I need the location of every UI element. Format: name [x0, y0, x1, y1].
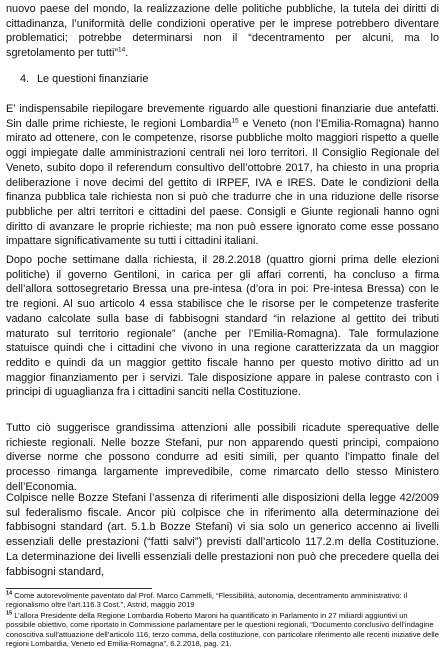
footnote-15: $^{15}$ L’allora Presidente della Regione Lombardia Roberto Maroni ha quantificato in Parlamento in 27 miliardi aggiuntivi un possibile obiettivo, come riportato in Commissione parlamentare per le questioni regionali, “Documento conclusivo dell’indagine conoscitiva sull’attuazione dell’articolo 116, terzo comma, della costituzione, con particolare riferimento alle recenti iniziative delle regioni Lombardia, Veneto ed Emilia-Romagna”, 6.2.2018, pag. 21.	[6, 610, 439, 648]
footnote-14: $^{14}$ Come autorevolmente paventato dal Prof. Marco Cammelli, “Flessibilità, autonomia, decentramento amministrativo: il regionalismo oltre l’art.116.3 Cost.”, Astrid, maggio 2019	[6, 590, 408, 610]
paragraph-bozze-stefani: Tutto ciò suggerisce grandissima attenzioni alle possibili ricadute sperequative delle richieste regionali. Nelle bozze Stefani, pur non apparendo questi principi, compaiono diverse norme che possono condurre ad esiti simili, per quanto l’impatto finale del processo rimanga largamente imprevedibile, come rimarcato dello stesso Ministero dell’Economia.	[6, 422, 439, 493]
paragraph-federalismo: Colpisce nelle Bozze Stefani l’assenza di riferimenti alle disposizioni della legge 42/2009 sul federalismo fiscale. Ancor più colpisce che in riferimento alla determinazione dei fabbisogni standard (art. 5.1.b Bozze Stefani) vi sia solo un generico accenno ai livelli essenziali delle prestazioni (“fatti salvi”) previsti dall’articolo 117.2.m della Costituzione. La determinazione dei livelli essenziali delle prestazioni non può che precedere quella dei fabbisogni standard,	[6, 492, 439, 578]
footnote-ref-15[interactable]: 15	[231, 117, 239, 125]
paragraph-preintesa: Dopo poche settimane dalla richiesta, il 28.2.2018 (quattro giorni prima delle elezioni politiche) il governo Gentiloni, in carica per gli affari correnti, ha concluso a firma dell’allora sottosegretario Bressa una pre-intesa (d’ora in poi: Pre-intesa Bressa) con le tre regioni. Al suo articolo 4 essa stabilisce che le risorse per le competenze trasferite vadano calcolate sulla base di fabbisogni standard “in relazione al gettito dei tributi maturato sul territorio regionale” (anche per l’Emilia-Romagna). Tale formulazione statuisce quindi che i cittadini che vivono in una regione caratterizzata da un maggior reddito e quindi da un maggior gettito fiscale hanno per questo motivo diritto ad un maggior finanziamento per i servizi. Tale disposizione appare in palese contrasto con i principi di uguaglianza fra i cittadini sanciti nella Costituzione.	[6, 254, 439, 399]
section-number: 4.	[20, 73, 30, 85]
footnote-ref-14[interactable]: 14	[118, 46, 126, 54]
section-title: Le questioni finanziarie	[37, 73, 149, 85]
footnote-separator	[6, 588, 152, 589]
paragraph-antefatti: E’ indispensabile riepilogare brevemente riguardo alle questioni finanziarie due antefatti. Sin dalle prime richieste, le regioni Lombardia$^{15}$ e Veneto (non l’Emilia-Romagna) hanno mirato ad ottenere, con le competenze, risorse pubbliche molto maggiori rispetto a quelle oggi impiegate dalle amministrazioni centrali nei loro territori. Il Consiglio Regionale del Veneto, subito dopo il referendum consultivo dell’ottobre 2017, ha chiesto in una propria deliberazione i nove decimi del gettito di IRPEF, IVA e IRES. Date le condizioni della finanza pubblica tale richiesta non si può che tradurre che in una riduzione delle risorse pubbliche per altri territori e cittadini del paese. Consigli e Giunte regionali hanno ogni diritto di avanzare le proprie richieste; ma non può essere ignorato come esse possano impattare significativamente su tutti i cittadini italiani.	[6, 103, 439, 248]
section-heading	[20, 72, 148, 87]
paragraph-continuation: nuovo paese del mondo, la realizzazione delle politiche pubbliche, la tutela dei diritti di cittadinanza, l’uniformità delle condizioni operative per le imprese potrebbero diventare problematici; potrebbe determinarsi non il “decentramento per alcuni, ma lo sgretolamento per tutti”$^{14}$.	[6, 3, 439, 60]
